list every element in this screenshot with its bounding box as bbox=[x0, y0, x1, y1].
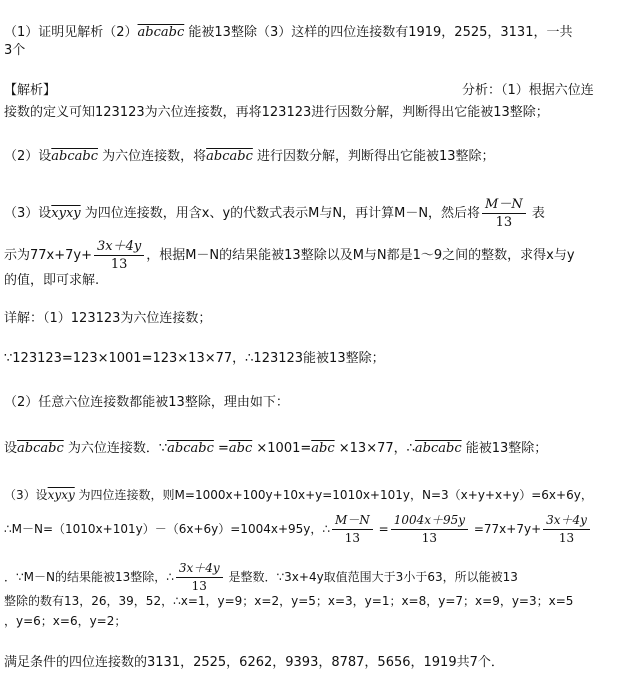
fraction-numerator: 3x＋4y bbox=[543, 512, 590, 530]
analysis-text-5a: 示为77x+7y+ bbox=[4, 248, 92, 263]
solution-text-4b: 为六位连接数．∵ bbox=[63, 441, 168, 456]
analysis-text-3c: 进行因数分解，判断得出它能被13整除； bbox=[252, 149, 495, 164]
overline-abcabc: abcabc bbox=[137, 25, 185, 40]
solution-text-5b: 为四位连接数，则M=1000x+100y+10x+y=1010x+101y，N=3（x+y+x+y）=6x+6y， bbox=[74, 488, 593, 502]
analysis-text-1: 分析：（1）根据六位连 bbox=[462, 83, 594, 98]
solution-text-8: 整除的数有13，26，39，52，∴x=1，y=9；x=2，y=5；x=3，y=1；x=8，y=7；x=9，y=3；x=5 bbox=[4, 594, 574, 608]
analysis-text-4c: 表 bbox=[527, 206, 545, 221]
solution-line-3 bbox=[4, 394, 289, 412]
analysis-line-3 bbox=[4, 148, 495, 166]
solution-line-4 bbox=[4, 440, 547, 458]
fraction-denominator: 13 bbox=[110, 257, 128, 272]
analysis-text-4b: 为四位连接数，用含x、y的代数式表示M与N，再计算M－N，然后将 bbox=[80, 206, 481, 221]
solution-text-4f: 能被13整除； bbox=[461, 441, 548, 456]
fraction-3x4y-over-13 bbox=[94, 238, 144, 273]
analysis-line-6 bbox=[4, 272, 99, 290]
solution-text-6a: ∴M－N=（1010x+101y）－（6x+6y）=1004x+95y，∴ bbox=[4, 522, 331, 536]
analysis-heading bbox=[4, 82, 56, 100]
solution-line-5 bbox=[4, 486, 593, 504]
analysis-line-1 bbox=[462, 82, 594, 100]
overline-xyxy: xyxy bbox=[47, 488, 75, 502]
overline-abcabc: abcabc bbox=[167, 441, 214, 456]
analysis-line-2 bbox=[4, 104, 549, 122]
solution-text-3: （2）任意六位连接数都能被13整除，理由如下： bbox=[4, 395, 289, 410]
fraction-1004x95y-over-13 bbox=[391, 512, 468, 547]
solution-text-7b: 是整数．∵3x+4y取值范围大于3小于63，所以能被13 bbox=[224, 570, 518, 584]
overline-abc: $\overline{abc}$ bbox=[311, 441, 335, 456]
solution-text-6c: =77x+7y+ bbox=[470, 522, 542, 536]
overline-xyxy: xyxy bbox=[51, 206, 81, 221]
analysis-text-6: 的值，即可求解. bbox=[4, 273, 100, 288]
fraction-denominator: 13 bbox=[558, 531, 575, 545]
solution-text-9: ，y=6；x=6，y=2； bbox=[4, 614, 127, 628]
solution-text-2: ∵123123=123×1001=123×13×77，∴123123能被13整除； bbox=[4, 351, 385, 366]
answer-part-1: （1）证明见解析（2） bbox=[4, 25, 138, 40]
analysis-text-3b: 为六位连接数，将 bbox=[98, 149, 207, 164]
solution-text-7a: ．∵M－N的结果能被13整除，∴ bbox=[4, 570, 174, 584]
analysis-text-4a: （3）设 bbox=[4, 206, 52, 221]
analysis-text-3a: （2）设 bbox=[4, 149, 52, 164]
overline-abcabc: abcabc bbox=[17, 441, 64, 456]
fraction-denominator: 13 bbox=[421, 531, 437, 545]
solution-text-4e: ×13×77，∴ bbox=[334, 441, 415, 456]
fraction-3x4y-over-13 bbox=[176, 560, 223, 595]
solution-text-4c: = bbox=[213, 441, 229, 456]
solution-line-10 bbox=[4, 654, 504, 672]
solution-line-8 bbox=[4, 592, 573, 610]
fraction-denominator: 13 bbox=[191, 579, 207, 593]
solution-text-1: 详解：（1）123123为六位连接数； bbox=[4, 311, 212, 326]
answer-line-2 bbox=[4, 42, 25, 60]
overline-abcabc: abcabc bbox=[206, 149, 253, 164]
analysis-text-2: 接数的定义可知123123为六位连接数，再将123123进行因数分解，判断得出它能被13整除； bbox=[4, 105, 549, 120]
answer-line-1 bbox=[4, 24, 572, 42]
fraction-denominator: 13 bbox=[495, 215, 513, 230]
solution-text-10: 满足条件的四位连接数的3131，2525，6262，9393，8787，5656，1919共7个． bbox=[4, 655, 504, 670]
analysis-text-5b: ，根据M－N的结果能被13整除以及M与N都是1～9之间的整数，求得x与y bbox=[146, 248, 575, 263]
solution-text-5a: （3）设 bbox=[4, 488, 48, 502]
fraction-numerator: 3x＋4y bbox=[94, 238, 144, 256]
answer-part-2: 能被13整除（3）这样的四位连接数有1919，2525，3131，一共 bbox=[184, 25, 573, 40]
solution-text-4d: ×1001= bbox=[252, 441, 312, 456]
answer-part-3: 3个 bbox=[4, 43, 26, 58]
fraction-numerator: M－N bbox=[332, 512, 373, 530]
analysis-line-4 bbox=[4, 196, 545, 231]
analysis-heading-text: 【解析】 bbox=[4, 83, 57, 98]
solution-text-4a: 设 bbox=[4, 441, 18, 456]
overline-abcabc: abcabc bbox=[51, 149, 98, 164]
overline-abcabc: abcabc bbox=[414, 441, 462, 456]
fraction-m-minus-n-over-13 bbox=[482, 196, 526, 231]
solution-line-6 bbox=[4, 512, 592, 547]
overline-abc: $\overline{abc}$ bbox=[228, 441, 253, 456]
analysis-line-5 bbox=[4, 238, 575, 273]
fraction-numerator: 3x＋4y bbox=[176, 560, 223, 578]
fraction-denominator: 13 bbox=[344, 531, 361, 545]
solution-line-7 bbox=[4, 560, 518, 595]
fraction-m-minus-n-over-13 bbox=[332, 512, 373, 547]
solution-line-9 bbox=[4, 612, 126, 630]
fraction-3x4y-over-13 bbox=[543, 512, 590, 547]
fraction-numerator: M－N bbox=[482, 196, 526, 214]
solution-line-2 bbox=[4, 350, 385, 368]
solution-text-6b: = bbox=[374, 522, 389, 536]
solution-line-1 bbox=[4, 310, 211, 328]
fraction-numerator: 1004x＋95y bbox=[391, 512, 468, 530]
